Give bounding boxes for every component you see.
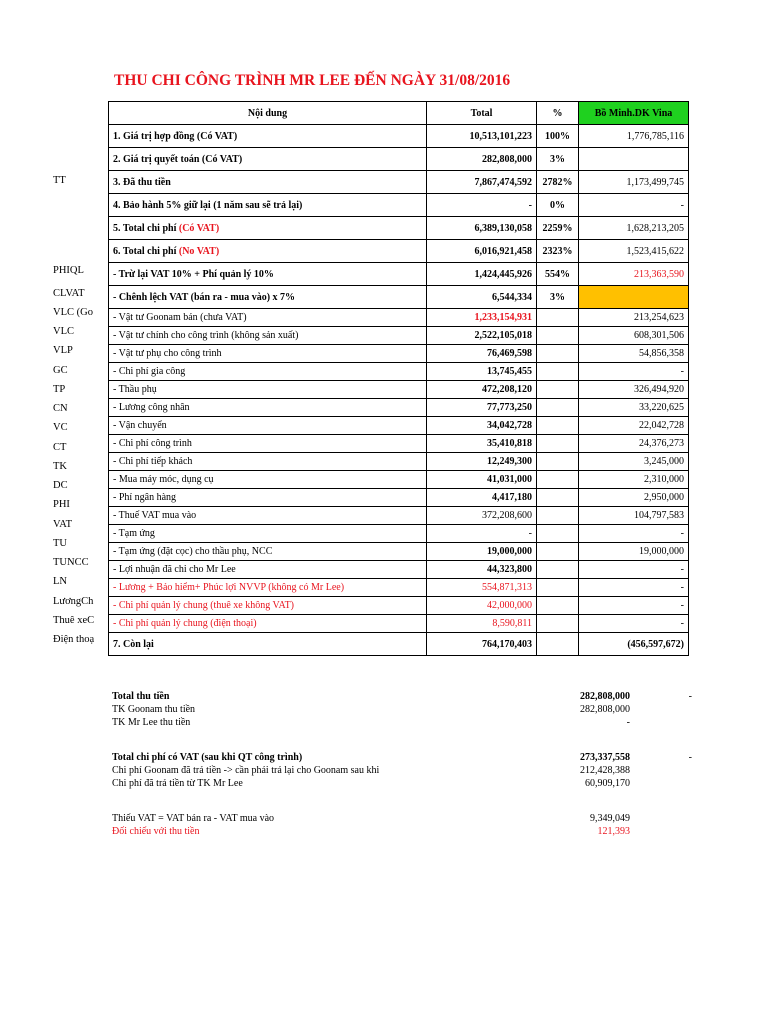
summary-label: Chi phí Goonam đã trả tiền -> cần phải trả lại cho Goonam sau khi <box>112 765 380 776</box>
row-label: - Phí ngân hàng <box>109 489 427 507</box>
row-pct <box>537 543 579 561</box>
row-label-red: (No VAT) <box>178 245 220 257</box>
row-code: LươngCh <box>53 596 94 607</box>
row-pct <box>537 561 579 579</box>
row-total: 2,522,105,018 <box>427 327 537 345</box>
table-row <box>109 240 689 263</box>
row-code: LN <box>53 576 67 587</box>
row-code: TU <box>53 538 67 549</box>
row-partner: 24,376,273 <box>579 435 689 453</box>
summary-value: - <box>626 717 630 728</box>
table-row <box>109 615 689 633</box>
row-label: - Lương + Bảo hiểm+ Phúc lợi NVVP (không có Mr Lee) <box>109 579 427 597</box>
table-row <box>109 345 689 363</box>
row-partner: 22,042,728 <box>579 417 689 435</box>
header-pct: % <box>537 102 579 125</box>
table-row <box>109 543 689 561</box>
table-row <box>109 148 689 171</box>
table-row <box>109 171 689 194</box>
row-code: VC <box>53 422 68 433</box>
summary-value: 121,393 <box>597 826 630 837</box>
table-row-remaining <box>109 633 689 656</box>
table-row <box>109 194 689 217</box>
row-total: 372,208,600 <box>427 507 537 525</box>
row-partner: 54,856,358 <box>579 345 689 363</box>
summary-row <box>112 703 692 716</box>
row-label: - Chi phí quản lý chung (điện thoại) <box>109 615 427 633</box>
row-total: 6,016,921,458 <box>427 240 537 263</box>
row-label: - Chênh lệch VAT (bán ra - mua vào) x 7% <box>109 286 427 309</box>
row-code: TP <box>53 384 66 395</box>
row-code: VLC <box>53 326 74 337</box>
summary-value: 60,909,170 <box>585 778 630 789</box>
row-total: 6,389,130,058 <box>427 217 537 240</box>
row-partner: 104,797,583 <box>579 507 689 525</box>
row-label: - Chi phí quản lý chung (thuê xe không VAT) <box>109 597 427 615</box>
page-title: THU CHI CÔNG TRÌNH MR LEE ĐẾN NGÀY 31/08/2016 <box>114 72 511 89</box>
row-label-red: (Có VAT) <box>178 222 220 234</box>
row-code: GC <box>53 365 68 376</box>
row-label: - Chi phí gia công <box>109 363 427 381</box>
table-row <box>109 471 689 489</box>
row-code: PHIQL <box>53 265 84 276</box>
table-row <box>109 327 689 345</box>
row-pct <box>537 453 579 471</box>
row-code: VLC (Go <box>53 307 93 318</box>
summary-row <box>112 812 692 825</box>
row-total: 19,000,000 <box>427 543 537 561</box>
row-code: CN <box>53 403 68 414</box>
row-label: - Chi phí công trình <box>109 435 427 453</box>
row-pct <box>537 399 579 417</box>
summary-label: Chi phí đã trả tiền từ TK Mr Lee <box>112 778 243 789</box>
row-code: VAT <box>53 519 73 530</box>
row-label: - Chi phí tiếp khách <box>109 453 427 471</box>
summary-label: Thiếu VAT = VAT bán ra - VAT mua vào <box>112 813 275 824</box>
row-total: 35,410,818 <box>427 435 537 453</box>
table-row <box>109 435 689 453</box>
summary-row <box>112 764 692 777</box>
row-label-text: 5. Total chi phí <box>113 222 179 234</box>
header-partner: Bồ Minh.DK Vina <box>579 102 689 125</box>
row-pct: 3% <box>537 286 579 309</box>
row-code: PHI <box>53 499 70 510</box>
row-partner: 608,301,506 <box>579 327 689 345</box>
row-partner: 19,000,000 <box>579 543 689 561</box>
summary-spacer <box>112 729 692 751</box>
summary-spacer <box>112 790 692 812</box>
table-row <box>109 561 689 579</box>
row-total: 6,544,334 <box>427 286 537 309</box>
row-partner: 326,494,920 <box>579 381 689 399</box>
row-label: - Vận chuyển <box>109 417 427 435</box>
row-total: 77,773,250 <box>427 399 537 417</box>
row-pct <box>537 435 579 453</box>
table-row <box>109 399 689 417</box>
row-label: - Vật tư Goonam bán (chưa VAT) <box>109 309 427 327</box>
row-total: 76,469,598 <box>427 345 537 363</box>
table-row <box>109 125 689 148</box>
row-total: 41,031,000 <box>427 471 537 489</box>
table-row <box>109 309 689 327</box>
row-pct <box>537 507 579 525</box>
row-label: - Vật tư phụ cho công trình <box>109 345 427 363</box>
table-row <box>109 286 689 309</box>
table-row <box>109 489 689 507</box>
summary-value2: - <box>688 691 692 702</box>
row-total: 7,867,474,592 <box>427 171 537 194</box>
table-row <box>109 579 689 597</box>
row-partner: 1,776,785,116 <box>579 125 689 148</box>
row-total: - <box>427 525 537 543</box>
row-total: 8,590,811 <box>427 615 537 633</box>
row-partner: - <box>579 615 689 633</box>
row-pct: 0% <box>537 194 579 217</box>
table-row <box>109 597 689 615</box>
row-total: 1,424,445,926 <box>427 263 537 286</box>
table-row <box>109 363 689 381</box>
row-total: 12,249,300 <box>427 453 537 471</box>
row-total: 10,513,101,223 <box>427 125 537 148</box>
row-total: 42,000,000 <box>427 597 537 615</box>
table-row <box>109 453 689 471</box>
row-label: - Trừ lại VAT 10% + Phí quản lý 10% <box>109 263 427 286</box>
row-partner: 2,310,000 <box>579 471 689 489</box>
row-label: - Tạm ứng (đặt cọc) cho thầu phụ, NCC <box>109 543 427 561</box>
summary-value2: - <box>688 752 692 763</box>
table-header <box>109 102 689 125</box>
row-partner: - <box>579 579 689 597</box>
row-label <box>109 240 427 263</box>
summary-value: 282,808,000 <box>580 691 630 702</box>
cost-table <box>108 101 689 656</box>
row-pct <box>537 615 579 633</box>
row-total: 13,745,455 <box>427 363 537 381</box>
row-label: - Tạm ứng <box>109 525 427 543</box>
row-total: 554,871,313 <box>427 579 537 597</box>
row-label-text: 6. Total chi phí <box>113 245 179 257</box>
row-pct: 2782% <box>537 171 579 194</box>
row-partner <box>579 148 689 171</box>
summary-row <box>112 716 692 729</box>
row-total: 282,808,000 <box>427 148 537 171</box>
row-partner: - <box>579 363 689 381</box>
table-row <box>109 507 689 525</box>
row-label: - Thầu phụ <box>109 381 427 399</box>
row-partner: 1,628,213,205 <box>579 217 689 240</box>
row-partner: - <box>579 597 689 615</box>
summary-value: 273,337,558 <box>580 752 630 763</box>
row-partner: 3,245,000 <box>579 453 689 471</box>
row-pct: 2259% <box>537 217 579 240</box>
header-total: Total <box>427 102 537 125</box>
row-pct <box>537 381 579 399</box>
row-pct <box>537 579 579 597</box>
summary-label: Đối chiếu với thu tiền <box>112 826 200 837</box>
summary-row <box>112 825 692 838</box>
row-partner: (456,597,672) <box>579 633 689 656</box>
row-label: 3. Đã thu tiền <box>109 171 427 194</box>
row-total: 472,208,120 <box>427 381 537 399</box>
summary-label: Total thu tiền <box>112 691 170 702</box>
row-pct: 554% <box>537 263 579 286</box>
table-row <box>109 381 689 399</box>
row-partner: - <box>579 194 689 217</box>
row-label: - Lợi nhuận đã chi cho Mr Lee <box>109 561 427 579</box>
summary-label: TK Goonam thu tiền <box>112 704 196 715</box>
row-total: - <box>427 194 537 217</box>
summary-label: TK Mr Lee thu tiền <box>112 717 191 728</box>
table-row <box>109 417 689 435</box>
summary-row <box>112 751 692 764</box>
row-partner: 33,220,625 <box>579 399 689 417</box>
table-row <box>109 263 689 286</box>
row-total: 44,323,800 <box>427 561 537 579</box>
row-total: 764,170,403 <box>427 633 537 656</box>
row-code: VLP <box>53 345 73 356</box>
row-pct <box>537 327 579 345</box>
row-pct: 100% <box>537 125 579 148</box>
summary-label: Total chi phí có VAT (sau khi QT công trình) <box>112 752 303 763</box>
row-pct <box>537 345 579 363</box>
row-partner: - <box>579 525 689 543</box>
row-pct <box>537 597 579 615</box>
row-pct: 3% <box>537 148 579 171</box>
row-code: CT <box>53 442 67 453</box>
row-code: Thuê xeC <box>53 615 95 626</box>
row-pct: 2323% <box>537 240 579 263</box>
row-pct <box>537 633 579 656</box>
row-total: 34,042,728 <box>427 417 537 435</box>
row-partner: 1,523,415,622 <box>579 240 689 263</box>
row-code: TK <box>53 461 67 472</box>
row-pct <box>537 363 579 381</box>
row-partner: 213,363,590 <box>579 263 689 286</box>
header-content: Nội dung <box>109 102 427 125</box>
row-label: 2. Giá trị quyết toán (Có VAT) <box>109 148 427 171</box>
summary-value: 282,808,000 <box>580 704 630 715</box>
summary-value: 9,349,049 <box>590 813 630 824</box>
row-total: 1,233,154,931 <box>427 309 537 327</box>
row-partner: 213,254,623 <box>579 309 689 327</box>
row-partner <box>579 286 689 309</box>
row-code: CLVAT <box>53 288 85 299</box>
summary-row <box>112 777 692 790</box>
table-row <box>109 525 689 543</box>
summary-section <box>112 690 692 838</box>
table-row <box>109 217 689 240</box>
row-pct <box>537 525 579 543</box>
row-label: - Mua máy móc, dụng cụ <box>109 471 427 489</box>
row-label: 1. Giá trị hợp đồng (Có VAT) <box>109 125 427 148</box>
row-label <box>109 217 427 240</box>
row-pct <box>537 309 579 327</box>
row-partner: - <box>579 561 689 579</box>
row-code: Điện thoạ <box>53 634 95 645</box>
row-code: DC <box>53 480 68 491</box>
row-total: 4,417,180 <box>427 489 537 507</box>
row-pct <box>537 471 579 489</box>
row-partner: 2,950,000 <box>579 489 689 507</box>
row-label: - Thuế VAT mua vào <box>109 507 427 525</box>
row-label: - Lương công nhân <box>109 399 427 417</box>
summary-value: 212,428,388 <box>580 765 630 776</box>
row-label: 7. Còn lại <box>109 633 427 656</box>
summary-row <box>112 690 692 703</box>
row-code: TT <box>53 175 66 186</box>
row-label: - Vật tư chính cho công trình (không sản xuất) <box>109 327 427 345</box>
row-partner: 1,173,499,745 <box>579 171 689 194</box>
row-label: 4. Bảo hành 5% giữ lại (1 năm sau sẽ trả lại) <box>109 194 427 217</box>
row-code: TUNCC <box>53 557 89 568</box>
row-pct <box>537 489 579 507</box>
row-pct <box>537 417 579 435</box>
